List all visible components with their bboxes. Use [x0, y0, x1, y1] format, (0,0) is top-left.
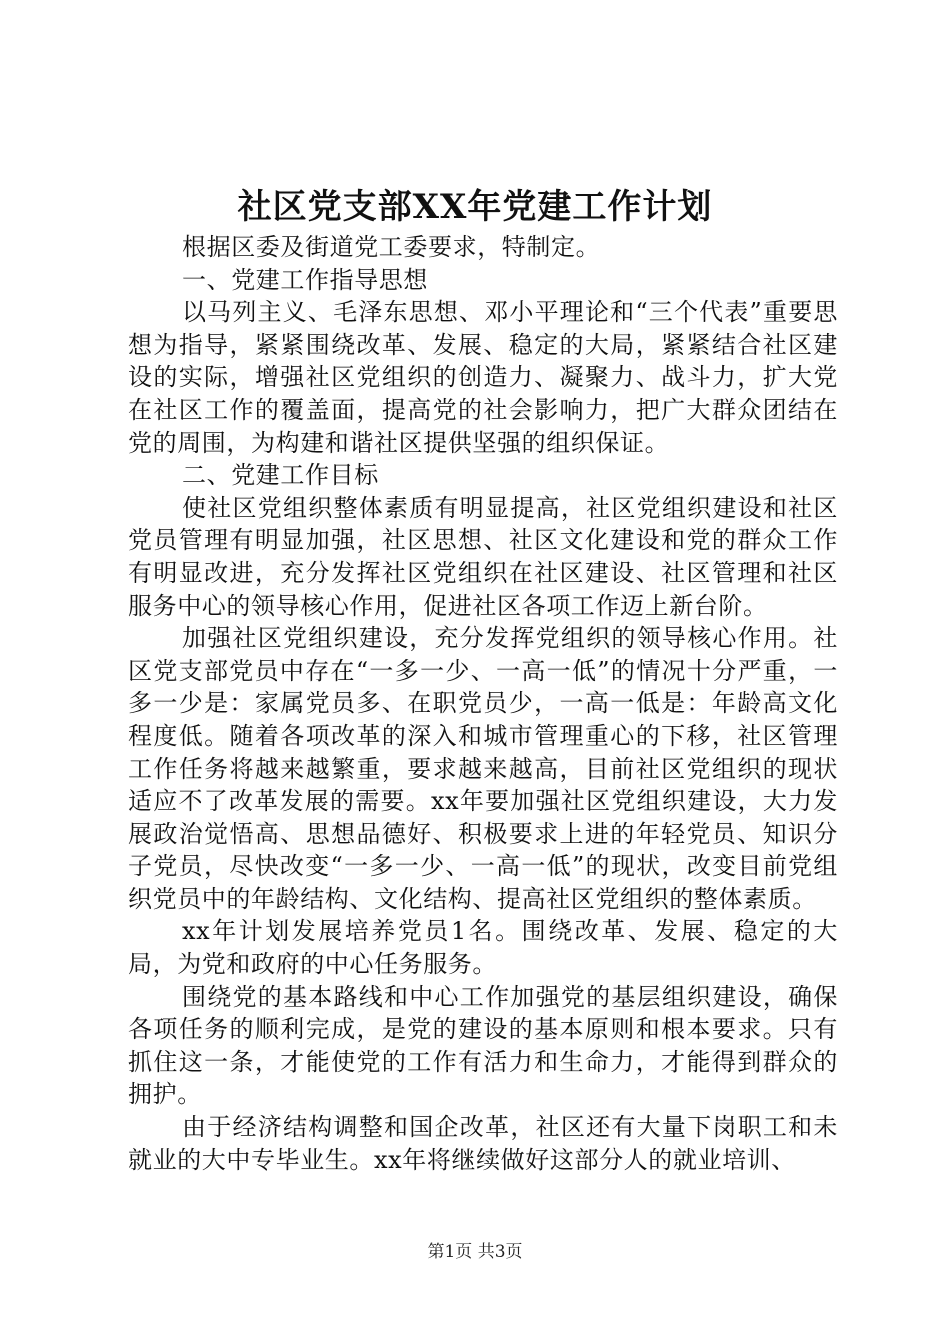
paragraph-employment: 由于经济结构调整和国企改革，社区还有大量下岗职工和未就业的大中专毕业生。xx年将继续做好这部分人的就业培训、: [128, 1113, 838, 1174]
page-number-footer: 第1页 共3页: [427, 1242, 523, 1262]
paragraph-guiding-thought: 以马列主义、毛泽东思想、邓小平理论和“三个代表”重要思想为指导，紧紧围绕改革、发展、稳定的大局，紧紧结合社区建设的实际，增强社区党组织的创造力、凝聚力、战斗力，扩大党在社区工作的覆盖面，提高党的社会影响力，把广大群众团结在党的周围，为构建和谐社区提供坚强的组织保证。: [128, 298, 838, 457]
document-body: [128, 231, 838, 1176]
paragraph-goals: 使社区党组织整体素质有明显提高，社区党组织建设和社区党员管理有明显加强，社区思想、社区文化建设和党的群众工作有明显改进，充分发挥社区党组织在社区建设、社区管理和社区服务中心的领导核心作用，促进社区各项工作迈上新台阶。: [128, 493, 838, 620]
paragraph-member-plan: xx年计划发展培养党员1名。围绕改革、发展、稳定的大局，为党和政府的中心任务服务。: [128, 917, 838, 979]
section-heading-guiding-thought: 一、党建工作指导思想: [182, 265, 428, 294]
section-heading-goals: 二、党建工作目标: [182, 461, 379, 490]
document-title: 社区党支部XX年党建工作计划: [237, 187, 713, 227]
paragraph-intro: 根据区委及街道党工委要求，特制定。: [182, 233, 601, 261]
paragraph-basic-line: 围绕党的基本路线和中心工作加强党的基层组织建设，确保各项任务的顺利完成，是党的建设的基本原则和根本要求。只有抓住这一条，才能使党的工作有活力和生命力，才能得到群众的拥护。: [128, 982, 838, 1109]
paragraph-organization-building: 加强社区党组织建设，充分发挥党组织的领导核心作用。社区党支部党员中存在“一多一少、一高一低”的情况十分严重，一多一少是：家属党员多、在职党员少，一高一低是：年龄高文化程度低。随着各项改革的深入和城市管理重心的下移，社区管理工作任务将越来越繁重，要求越来越高，目前社区党组织的现状适应不了改革发展的需要。xx年要加强社区党组织建设，大力发展政治觉悟高、思想品德好、积极要求上进的年轻党员、知识分子党员，尽快改变“一多一少、一高一低”的现状，改变目前党组织党员中的年龄结构、文化结构、提高社区党组织的整体素质。: [128, 624, 838, 913]
